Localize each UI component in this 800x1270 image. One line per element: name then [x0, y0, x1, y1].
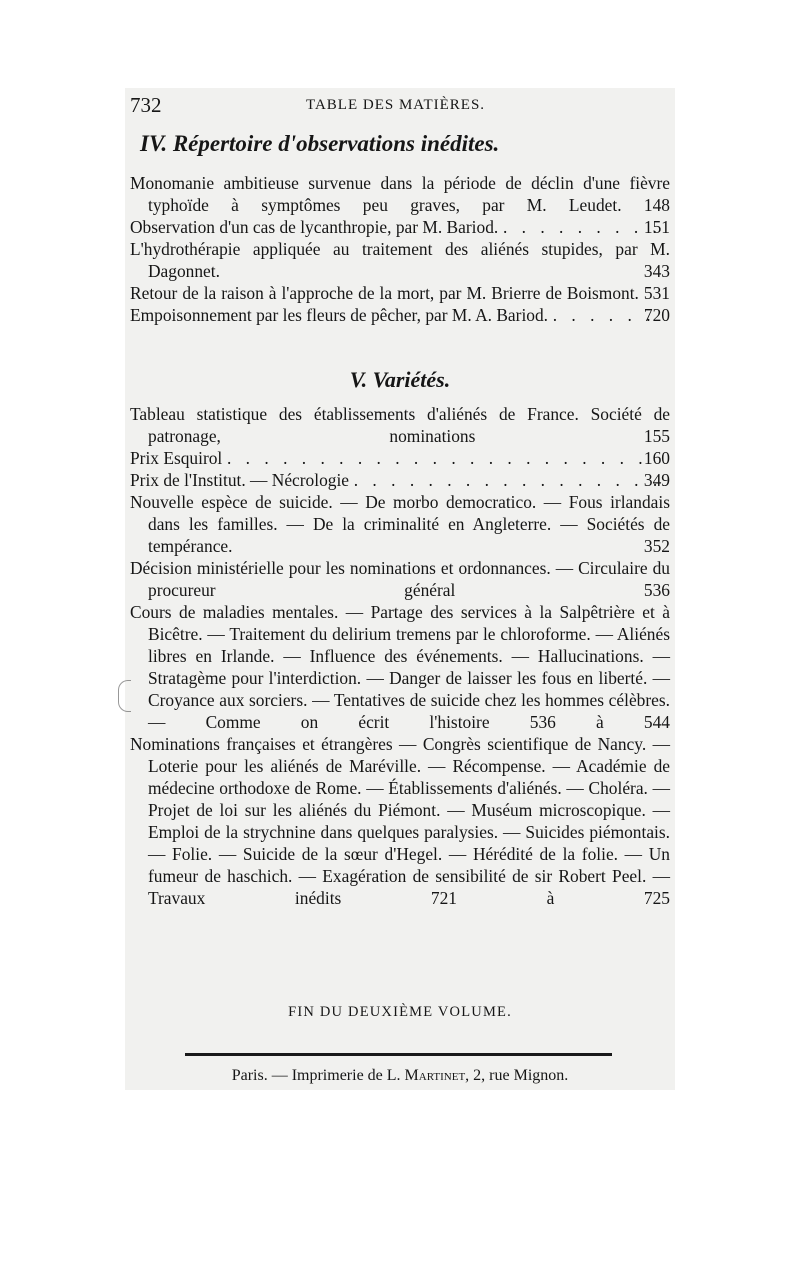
entry-page: 531 — [643, 283, 670, 303]
dot-leader — [226, 447, 658, 469]
entry-text: Nouvelle espèce de suicide. — De morbo democratico. — Fous irlandais dans les familles. — De la criminalité en Angleterre. — Sociétés de tempérance. — [130, 492, 670, 556]
toc-entry-prix-esquirol — [130, 447, 670, 469]
entry-text: Empoisonnement par les fleurs de pêcher, par M. A. Bariod. — [130, 305, 549, 325]
entry-page: 160 — [643, 448, 670, 468]
toc-entry-leudet — [130, 172, 670, 216]
imprint-suffix: , 2, rue Mignon. — [465, 1067, 569, 1084]
entry-text: Retour de la raison à l'approche de la mort, par M. Brierre de Boismont. — [130, 283, 639, 303]
toc-entry-cours-maladies-mentales — [130, 601, 670, 733]
section-iv-entries — [130, 172, 670, 326]
toc-entry-prix-institut — [130, 469, 670, 491]
toc-entry-decision-ministerielle — [130, 557, 670, 601]
dot-leader — [552, 304, 658, 326]
toc-entry-tableau-statistique — [130, 403, 670, 447]
entry-page: 536 à 544 — [529, 712, 671, 732]
margin-pencil-mark — [118, 680, 131, 712]
toc-entry-hydrotherapie — [130, 238, 670, 282]
entry-page: 148 — [643, 195, 670, 215]
entry-text: Prix de l'Institut. — Nécrologie — [130, 470, 350, 490]
end-of-volume-note: FIN DU DEUXIÈME VOLUME. — [288, 1004, 512, 1020]
entry-text: Observation d'un cas de lycanthropie, par M. Bariod. — [130, 217, 499, 237]
entry-text: Tableau statistique des établissements d'aliénés de France. Société de patronage, nominations — [130, 404, 670, 446]
dot-leader — [502, 216, 658, 238]
entry-text: Nominations françaises et étrangères — Congrès scientifique de Nancy. — Loterie pour les aliénés de Maréville. — Récompense. — Académie de médecine orthodoxe de Rome. — Établissements d'aliénés. — Choléra. — Projet de loi sur les aliénés du Piémont. — Muséum microscopique. — Emploi de la strychnine dans quelques paralysies. — Suicides piémontais. — Folie. — Suicide de la sœur d'Hegel. — Hérédité de la folie. — Un fumeur de haschich. — Exagération de sensibilité de sir Robert Peel. — Travaux inédits — [130, 734, 670, 908]
page-header — [130, 93, 670, 117]
section-v-title: V. Variétés. — [349, 367, 451, 392]
footer-rule — [185, 1053, 612, 1056]
entry-text: Décision ministérielle pour les nominations et ordonnances. — Circulaire du procureur général — [130, 558, 670, 600]
entry-text: Monomanie ambitieuse survenue dans la période de déclin d'une fièvre typhoïde à symptômes peu graves, par M. Leudet. — [130, 173, 670, 215]
running-title: TABLE DES MATIÈRES. — [306, 97, 486, 113]
section-iv-title: IV. Répertoire d'observations inédites. — [140, 131, 500, 156]
toc-entry-retour-raison — [130, 282, 670, 304]
page-number: 732 — [130, 93, 162, 117]
entry-text: L'hydrothérapie appliquée au traitement des aliénés stupides, par M. Dagonnet. — [130, 239, 670, 281]
entry-page: 151 — [643, 217, 670, 237]
entry-text: Cours de maladies mentales. — Partage des services à la Salpêtrière et à Bicêtre. — Traitement du delirium tremens par le chloroforme. — Aliénés libres en Irlande. — Influence des événements. — Hallucinations. — Stratagème pour l'interdiction. — Danger de laisser les fous en liberté. — Croyance aux sorciers. — Tentatives de suicide chez les hommes célèbres. — Comme on écrit l'histoire — [130, 602, 670, 732]
entry-page: 352 — [643, 536, 670, 556]
entry-page: 721 à 725 — [430, 888, 670, 908]
printer-imprint — [130, 1067, 670, 1085]
entry-page: 155 — [643, 426, 670, 446]
entry-page: 349 — [643, 470, 670, 490]
imprint-name: Martinet — [404, 1067, 466, 1084]
dot-leader — [353, 469, 658, 491]
section-v-entries — [130, 403, 670, 909]
entry-text: Prix Esquirol — [130, 448, 223, 468]
entry-page: 536 — [643, 580, 670, 600]
entry-page: 720 — [643, 305, 670, 325]
imprint-prefix: Paris. — Imprimerie de L. — [231, 1067, 401, 1084]
entry-page: 343 — [643, 261, 670, 281]
toc-entry-nominations-etrangeres — [130, 733, 670, 909]
toc-entry-empoisonnement — [130, 304, 670, 326]
toc-entry-lycanthropie — [130, 216, 670, 238]
toc-entry-nouvelle-espece-suicide — [130, 491, 670, 557]
